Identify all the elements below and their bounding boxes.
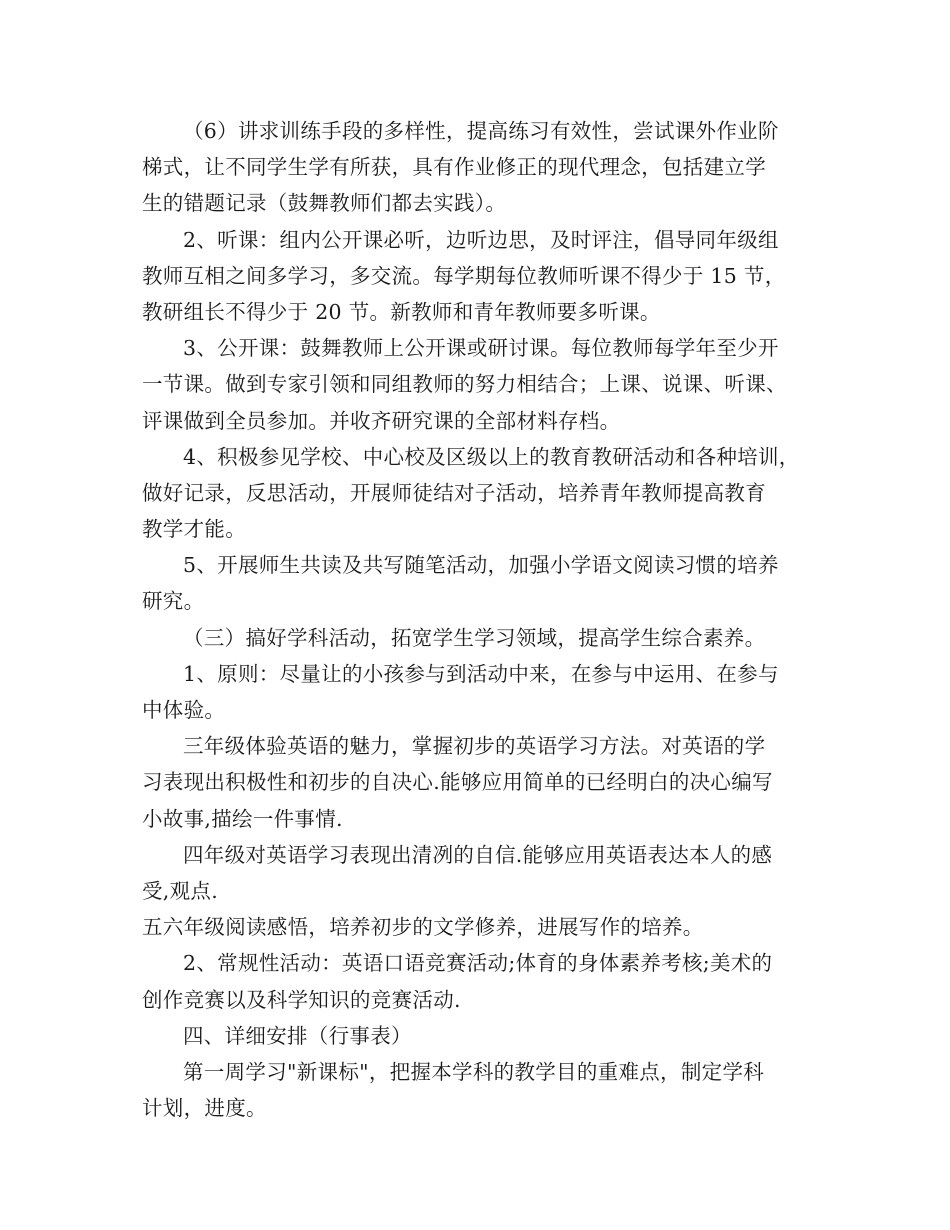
text-line: 研究。	[142, 589, 205, 614]
text-line: 做好记录，反思活动，开展师徒结对子活动，培养青年教师提高教育	[142, 480, 766, 505]
section-heading: 四、详细安排（行事表）	[183, 1023, 412, 1048]
text-line: 习表现出积极性和初步的自决心.能够应用简单的已经明白的决心编写	[142, 770, 773, 795]
text-line: 评课做到全员参加。并收齐研究课的全部材料存档。	[142, 408, 621, 433]
text-line: 小故事,描绘一件事情.	[142, 806, 343, 831]
text-line: 计划，进度。	[142, 1096, 267, 1121]
text-line: 四年级对英语学习表现出清冽的自信.能够应用英语表达本人的感	[183, 842, 773, 867]
text-line: 3、公开课：鼓舞教师上公开课或研讨课。每位教师每学年至少开	[183, 336, 779, 361]
text-line: 5、开展师生共读及共写随笔活动，加强小学语文阅读习惯的培养	[183, 553, 779, 578]
document-body	[142, 113, 817, 1126]
text-line: 创作竞赛以及科学知识的竞赛活动.	[142, 987, 461, 1012]
text-line: 第一周学习"新课标"，把握本学科的教学目的重难点，制定学科	[183, 1059, 765, 1084]
text-line: 教研组长不得少于 20 节。新教师和青年教师要多听课。	[142, 299, 661, 324]
text-line: 受,观点.	[142, 878, 219, 903]
text-line: 三年级体验英语的魅力，掌握初步的英语学习方法。对英语的学	[183, 734, 766, 759]
text-line: 一节课。做到专家引领和同组教师的努力相结合；上课、说课、听课、	[142, 372, 787, 397]
text-line: 2、常规性活动：英语口语竞赛活动;体育的身体素养考核;美术的	[183, 951, 773, 976]
text-line: 中体验。	[142, 698, 226, 722]
text-line: 1、原则：尽量让的小孩参与到活动中来，在参与中运用、在参与	[183, 661, 779, 686]
text-line: 五六年级阅读感悟，培养初步的文学修养，进展写作的培养。	[142, 915, 704, 940]
text-line: 教师互相之间多学习，多交流。每学期每位教师听课不得少于 15 节，	[142, 263, 786, 288]
text-line: 教学才能。	[142, 517, 246, 542]
section-heading: （三）搞好学科活动，拓宽学生学习领域，提高学生综合素养。	[183, 625, 766, 650]
text-line: 生的错题记录（鼓舞教师们都去实践）。	[142, 191, 507, 216]
text-line: （6）讲求训练手段的多样性，提高练习有效性，尝试课外作业阶	[183, 119, 779, 143]
text-line: 4、积极参见学校、中心校及区级以上的教育教研活动和各种培训，	[183, 444, 800, 469]
text-line: 2、听课：组内公开课必听，边听边思，及时评注，倡导同年级组	[183, 227, 779, 252]
text-line: 梯式，让不同学生学有所获，具有作业修正的现代理念，包括建立学	[142, 155, 766, 180]
